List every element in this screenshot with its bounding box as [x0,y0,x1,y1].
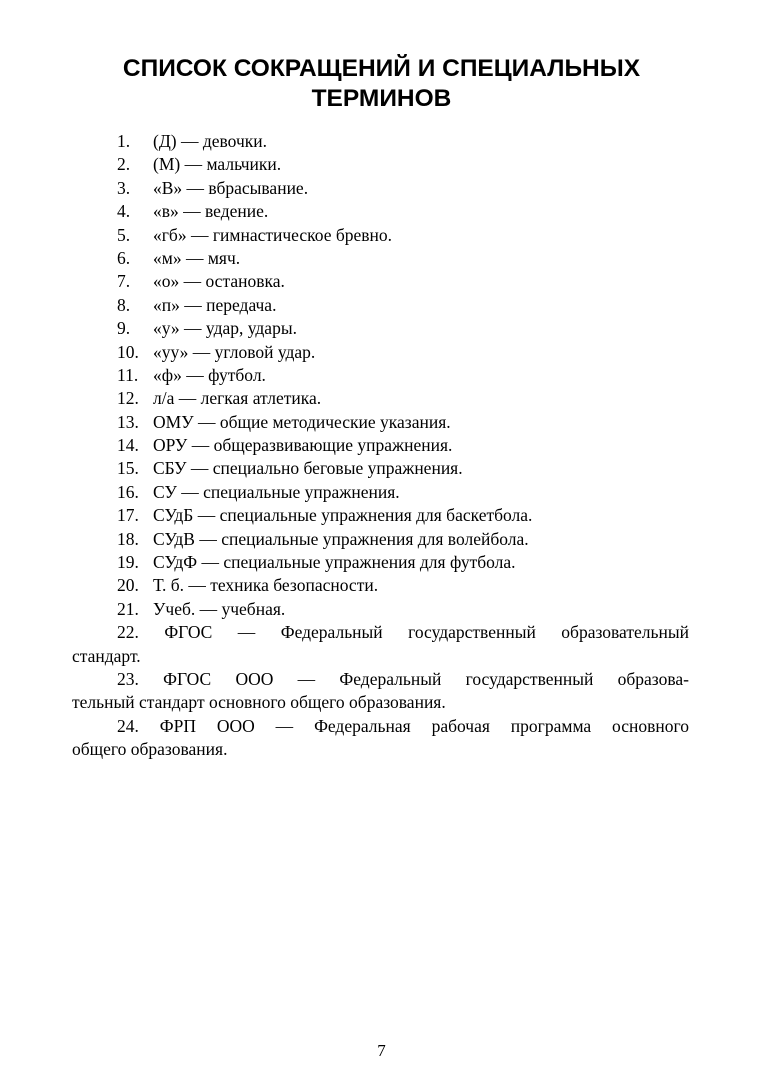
list-item [72,481,689,504]
list-item [72,598,689,621]
item-text: (Д) — девочки. [153,131,267,151]
item-number: 3. [117,177,131,198]
item-number: 15. [117,458,139,479]
item-text: Учеб. — учебная. [153,598,286,619]
item-text: ОМУ — общие методические указания. [153,411,451,432]
item-number: 10. [117,341,139,362]
item-number: 4. [117,201,131,222]
item-number: 5. [117,224,131,245]
item-text: СУдБ — специальные упражнения для баскетбола. [153,505,533,526]
item-text: СУдВ — специальные упражнения для волейбола. [153,528,529,549]
abbreviation-list [72,130,689,762]
item-number: 19. [117,552,139,573]
list-item [72,200,689,223]
page-title-line-1: СПИСОК СОКРАЩЕНИЙ И СПЕЦИАЛЬНЫХ [122,55,641,82]
item-text: «ф» — футбол. [153,364,266,385]
item-number: 11. [117,364,139,385]
item-text: «гб» — гимнастическое бревно. [153,224,393,245]
list-item [72,411,689,434]
item-number: 1. [117,131,131,151]
list-item [72,224,689,247]
item-text: «о» — остановка. [153,271,285,292]
item-number: 6. [117,247,131,268]
item-number: 20. [117,575,139,596]
item-number: 2. [117,154,131,175]
item-number: 12. [117,388,139,409]
paragraph-line: 23. ФГОС ООО — Федеральный государственный образова- [117,669,689,690]
paragraph-line: тельный стандарт основного общего образования. [72,692,446,713]
list-item [72,341,689,364]
list-item-paragraph [72,715,689,762]
paragraph-line: 24. ФРП ООО — Федеральная рабочая программа основного [117,715,689,736]
list-item [72,574,689,597]
paragraph-line: 22. ФГОС — Федеральный государственный образовательный [117,622,689,643]
page-number: 7 [377,1041,386,1060]
item-text: Т. б. — техника безопасности. [153,575,379,596]
list-item [72,434,689,457]
list-item [72,270,689,293]
list-item [72,504,689,527]
list-item-paragraph [72,621,689,668]
item-number: 21. [117,598,139,619]
paragraph-line: общего образования. [72,739,228,760]
item-text: «в» — ведение. [153,201,269,222]
page-title [60,54,703,114]
item-text: «у» — удар, удары. [153,318,297,339]
item-number: 7. [117,271,131,292]
item-number: 8. [117,294,131,315]
item-text: «м» — мяч. [153,247,241,268]
item-text: (М) — мальчики. [153,154,282,175]
item-text: л/а — легкая атлетика. [153,388,322,409]
item-text: «уу» — угловой удар. [153,341,316,362]
item-text: «п» — передача. [153,294,277,315]
list-item [72,387,689,410]
list-item [72,247,689,270]
list-item [72,364,689,387]
list-item [72,528,689,551]
list-item-paragraph [72,668,689,715]
item-text: СУдФ — специальные упражнения для футбола. [153,552,516,573]
list-item [72,177,689,200]
page-title-line-2: ТЕРМИНОВ [311,85,452,112]
item-number: 18. [117,528,139,549]
item-number: 13. [117,411,139,432]
list-item [72,317,689,340]
item-number: 9. [117,318,131,339]
list-item [72,457,689,480]
item-number: 16. [117,481,139,502]
list-item [72,153,689,176]
item-text: «В» — вбрасывание. [153,177,309,198]
list-item [72,551,689,574]
item-text: ОРУ — общеразвивающие упражнения. [153,435,453,456]
list-item [72,130,689,153]
item-text: СБУ — специально беговые упражнения. [153,458,463,479]
item-text: СУ — специальные упражнения. [153,481,400,502]
paragraph-line: стандарт. [72,645,141,666]
item-number: 14. [117,435,139,456]
item-number: 17. [117,505,139,526]
list-item [72,294,689,317]
